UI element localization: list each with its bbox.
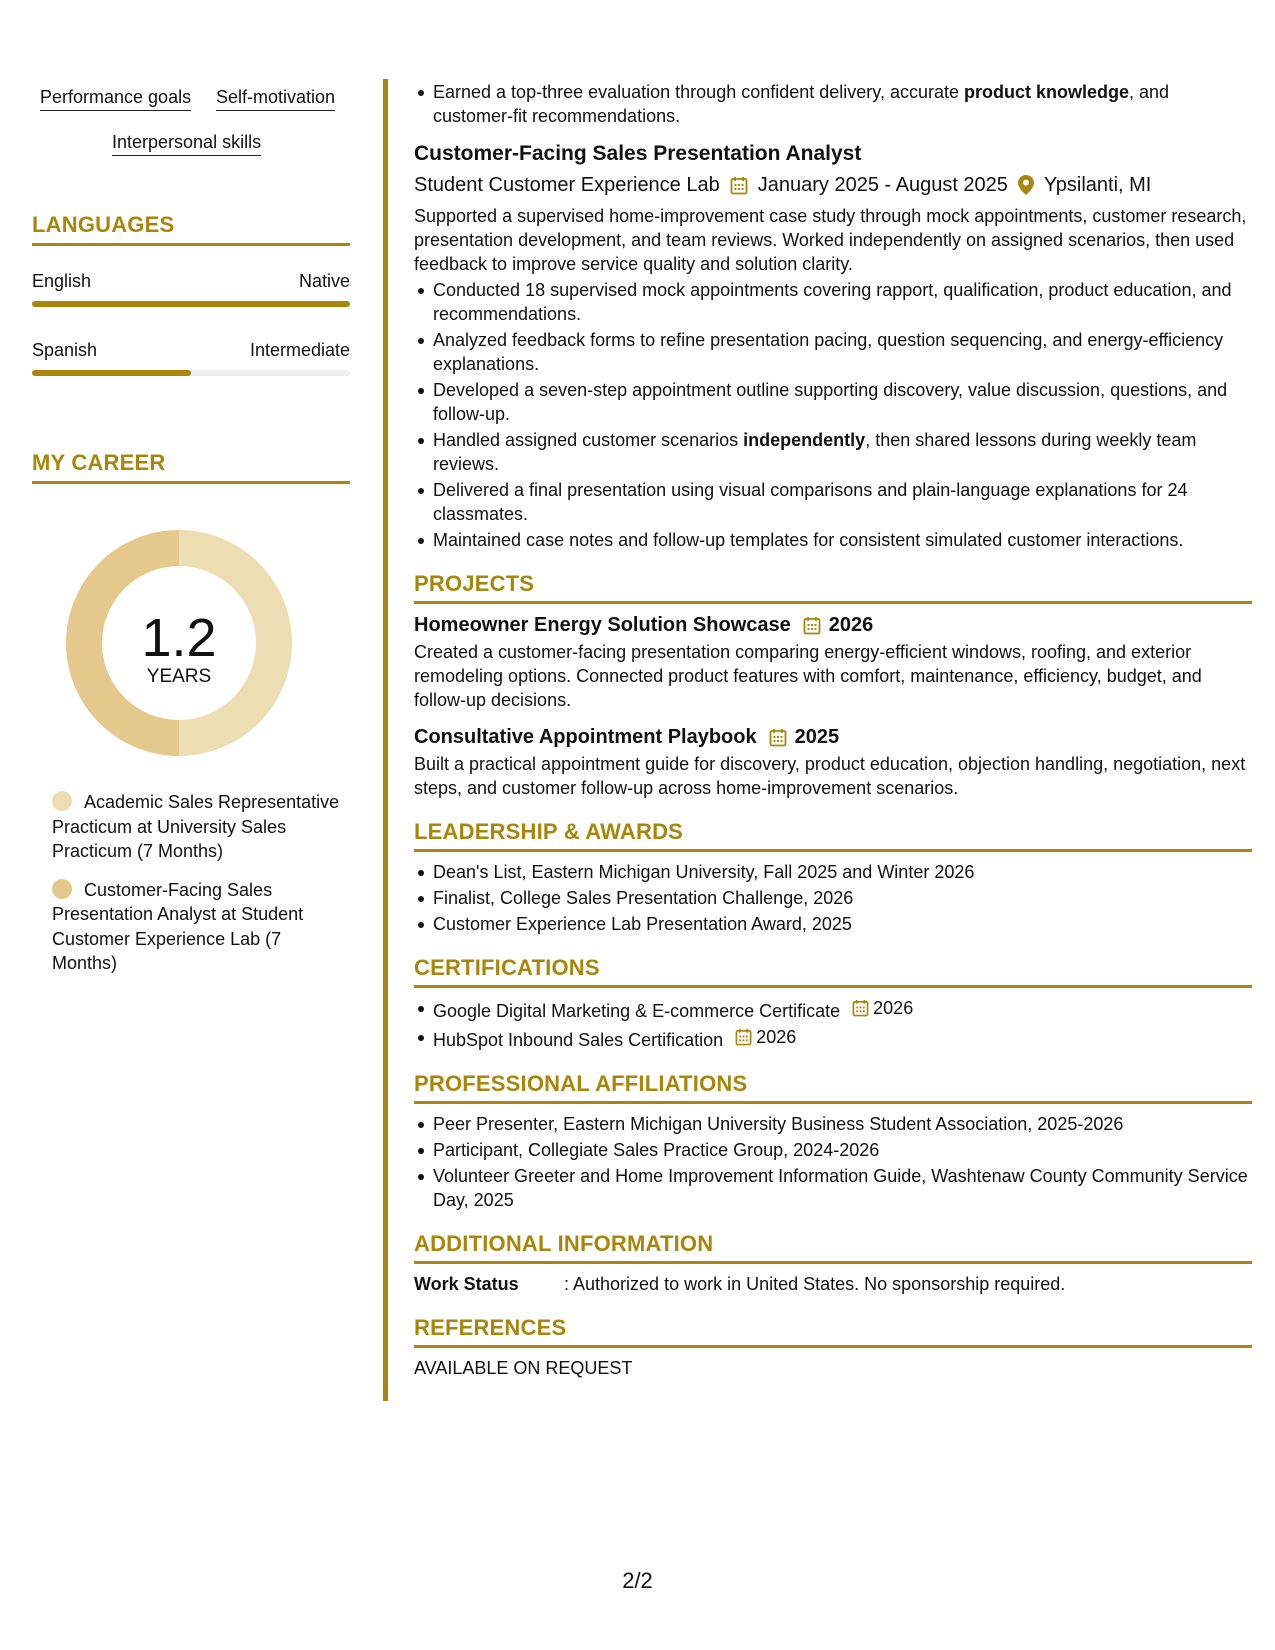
calendar-icon [769,728,787,747]
bullet-item: Delivered a final presentation using visual comparisons and plain-language explanations for 24 classmates. [433,478,1252,526]
career-legend-item [52,790,342,864]
language-level: Intermediate [249,340,350,360]
certification-year: 2026 [756,1027,797,1047]
career-donut-chart [66,530,292,756]
affiliations-heading: PROFESSIONAL AFFILIATIONS [414,1072,1252,1104]
projects-heading: PROJECTS [414,572,1252,604]
column-divider [383,79,388,1401]
certification-year: 2026 [873,998,914,1018]
calendar-icon [730,176,748,195]
certification-name: Google Digital Marketing & E-commerce Certificate [433,1001,841,1021]
award-item: Customer Experience Lab Presentation Award, 2025 [433,912,1252,936]
language-item [32,339,350,376]
project-title: Consultative Appointment Playbook [414,726,757,748]
project-item [414,724,1252,800]
job-summary: Supported a supervised home-improvement case study through mock appointments, customer research, presentation development, and team reviews. Worked independently on assigned scenarios, then used feedback to improve service quality and solution clarity. [414,206,1247,274]
bullet-item: Conducted 18 supervised mock appointments covering rapport, qualification, product education, and recommendations. [433,278,1252,326]
affiliation-item: Participant, Collegiate Sales Practice Group, 2024-2026 [433,1138,1252,1162]
calendar-icon [735,1028,752,1046]
career-legend-text: Academic Sales Representative Practicum at University Sales Practicum (7 Months) [52,792,340,861]
right-column [414,80,1252,1380]
awards-heading: LEADERSHIP & AWARDS [414,820,1252,852]
career-total-value: 1.2 [141,608,217,668]
previous-job-bullets [414,80,1252,128]
language-bar-fill [32,370,191,376]
job-location: Ypsilanti, MI [1043,174,1152,196]
references-text: AVAILABLE ON REQUEST [414,1358,633,1378]
work-status-label: Work Status [414,1274,519,1294]
references-heading: REFERENCES [414,1316,1252,1348]
bullet-item: Maintained case notes and follow-up templates for consistent simulated customer interactions. [433,528,1252,552]
language-bar [32,301,350,307]
project-year: 2026 [828,614,874,636]
bullet-item: Handled assigned customer scenarios independently, then shared lessons during weekly team reviews. [433,428,1252,476]
experience-entry [414,140,1252,552]
language-bar [32,370,350,376]
bullet-item: Analyzed feedback forms to refine presentation pacing, question sequencing, and energy-efficiency explanations. [433,328,1252,376]
job-title: Customer-Facing Sales Presentation Analyst [414,142,862,165]
legend-dot [52,791,72,811]
certification-item [433,996,1252,1023]
skill-tag: Performance goals [40,86,191,111]
career-heading: MY CAREER [32,450,350,484]
certification-item [433,1025,1252,1052]
job-dates: January 2025 - August 2025 [757,174,1008,196]
skill-tag: Self-motivation [216,86,335,111]
bullet-item: Earned a top-three evaluation through confident delivery, accurate product knowledge, and customer-fit recommendations. [433,80,1252,128]
affiliations-list [414,1112,1252,1212]
language-name: Spanish [32,340,98,360]
affiliation-item: Peer Presenter, Eastern Michigan University Business Student Association, 2025-2026 [433,1112,1252,1136]
calendar-icon [803,616,821,635]
job-meta [414,171,1252,199]
project-item [414,612,1252,712]
career-legend-text: Customer-Facing Sales Presentation Analyst at Student Customer Experience Lab (7 Months) [52,879,304,973]
award-item: Finalist, College Sales Presentation Challenge, 2026 [433,886,1252,910]
page-number: 2/2 [622,1568,653,1593]
project-year: 2025 [794,726,840,748]
legend-dot [52,879,72,899]
project-title: Homeowner Energy Solution Showcase [414,614,791,636]
project-description: Built a practical appointment guide for discovery, product education, objection handling, negotiation, next steps, and customer follow-up across home-improvement scenarios. [414,754,1246,798]
certifications-list [414,996,1252,1052]
career-legend [52,790,342,990]
language-level: Native [298,271,350,291]
awards-list [414,860,1252,936]
career-total-unit: YEARS [146,666,212,687]
work-status-value: : Authorized to work in United States. No sponsorship required. [564,1274,1066,1294]
award-item: Dean's List, Eastern Michigan University, Fall 2025 and Winter 2026 [433,860,1252,884]
work-status-row [414,1272,1252,1296]
certification-name: HubSpot Inbound Sales Certification [433,1030,724,1050]
calendar-icon [852,999,869,1017]
affiliation-item: Volunteer Greeter and Home Improvement Information Guide, Washtenaw County Community Service Day, 2025 [433,1164,1252,1212]
career-section [32,450,350,484]
language-bar-fill [32,301,350,307]
languages-section [32,212,350,376]
job-company: Student Customer Experience Lab [414,174,720,196]
additional-info-heading: ADDITIONAL INFORMATION [414,1232,1252,1264]
job-bullets [414,278,1252,552]
language-item [32,270,350,307]
languages-heading: LANGUAGES [32,212,350,246]
bullet-item: Developed a seven-step appointment outline supporting discovery, value discussion, questions, and follow-up. [433,378,1252,426]
career-legend-item [52,878,342,976]
skill-tag: Interpersonal skills [112,131,261,156]
certifications-heading: CERTIFICATIONS [414,956,1252,988]
language-name: English [32,271,92,291]
project-description: Created a customer-facing presentation comparing energy-efficient windows, roofing, and exterior remodeling options. Connected product features with comfort, maintenance, efficiency, budget, and follow-up decisions. [414,642,1202,710]
location-pin-icon [1018,175,1034,195]
